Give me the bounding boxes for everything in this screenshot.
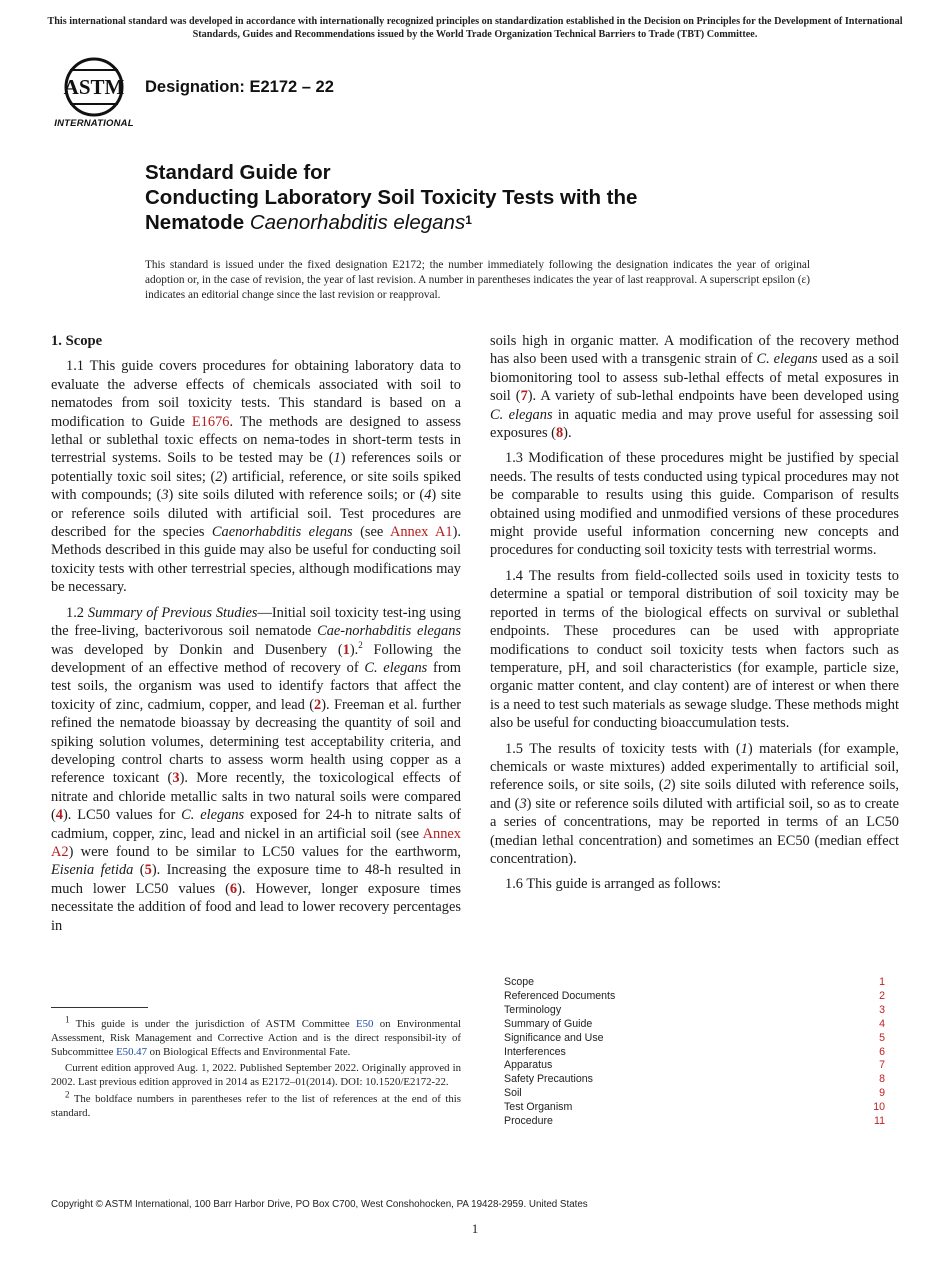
toc-label: Referenced Documents <box>504 989 616 1002</box>
toc-section-link[interactable]: 8 <box>879 1073 885 1086</box>
paragraph-1-1: 1.1 This guide covers procedures for obtaining laboratory data to evaluate the adverse effects of chemicals associated with soil to nematodes from soil toxicity tests. This standard is based on a modification to Guide E1676. The methods are designed to assess lethal or sublethal toxic effects on nema-todes in short-term tests in terrestrial systems. Soils to be tested may be (1) references soils or potentially toxic soil sites; (2) artificial, reference, or site soils spiked with compounds; (3) site soils diluted with reference soils; or (4) site or reference soils diluted with artificial soil. Test procedures are described for the species Caenorhabditis elegans (see Annex A1). Methods described in this guide may also be useful for conducting soil toxicity tests with other terrestrial species, although modifications may be necessary. <box>51 358 462 596</box>
astm-logo-icon <box>52 56 136 118</box>
paragraph-1-4: 1.4 The results from field-collected soils used in toxicity tests to determine a spatial or temporal distribution of soil toxicity may be reported in terms of the biological effects on survival or sublethal endpoints. These procedures can be used with appropriate modifications to conduct soil toxicity tests when factors such as temperature, pH, and soil characteristics (for example, particle size, organic matter content, and clay content) are of interest or when there is a need to test such materials as sewage sludge. These methods might also be useful for conducting bioaccumulation tests. <box>490 567 899 732</box>
toc-row[interactable] <box>504 1046 885 1060</box>
issue-note: This standard is issued under the fixed designation E2172; the number immediately following the designation indicates the year of original adoption or, in the case of revision, the year of last revision. A number in parentheses indicates the year of last reapproval. A superscript epsilon (ε) indicates an editorial change since the last revision or reapproval. <box>145 259 810 301</box>
link-e50-47[interactable]: E50.47 <box>116 1045 147 1058</box>
toc-label: Terminology <box>504 1003 562 1016</box>
toc-section-link[interactable]: 5 <box>879 1031 885 1044</box>
paragraph-1-5: 1.5 The results of toxicity tests with (1) materials (for example, chemicals or waste mixtures) added experimentally to artificial soil, reference soils, or site soils, (2) site soils diluted with reference soils, and (3) site or reference soils diluted with artificial soil, so as to create a series of concentrations, may be reported in terms of an LC50 (median lethal concentration) and sometimes an EC50 (median effect concentration). <box>490 740 899 867</box>
ref-3[interactable]: 3 <box>172 770 180 787</box>
toc-row[interactable] <box>504 976 885 990</box>
toc-row[interactable] <box>504 1004 885 1018</box>
link-e1676[interactable]: E1676 <box>191 413 230 430</box>
footnote-1-edition: Current edition approved Aug. 1, 2022. Published September 2022. Originally approved in 2002. Last previous edition approved in 2014 as E2172–01(2014). DOI: 10.1520/E2172-22. <box>51 1062 461 1089</box>
toc-row[interactable] <box>504 990 885 1004</box>
paragraph-1-3: 1.3 Modification of these procedures might be justified by special needs. The results of tests conducted using typical procedures may not be comparable to results using this guide. Comparison of results obtained using modified and unmodified versions of these procedures might provide useful information concerning new concepts and procedures for conducting soil toxicity tests with terrestrial worms. <box>490 450 899 559</box>
toc-section-link[interactable]: 11 <box>874 1115 885 1128</box>
link-annex-a2[interactable]: Annex A2 <box>51 825 461 860</box>
toc-row[interactable] <box>504 1018 885 1032</box>
title-footnote-ref: 1 <box>465 213 472 227</box>
toc-row[interactable] <box>504 1087 885 1101</box>
toc-row[interactable] <box>504 1101 885 1115</box>
toc-section-link[interactable]: 2 <box>879 989 885 1002</box>
footnote-1: $^1$ This guide is under the jurisdiction of ASTM Committee E50 on Environmental Assessment, Risk Management and Corrective Action and is the direct responsibil-ity of Subcommittee E50.47 on Biological Effects and Environmental Fate. <box>51 1014 461 1058</box>
section-heading-scope: 1. Scope <box>51 333 103 349</box>
footnote-rule <box>51 1007 148 1008</box>
toc-label: Soil <box>504 1087 522 1100</box>
toc-label: Interferences <box>504 1045 566 1058</box>
toc-section-link[interactable]: 6 <box>879 1045 885 1058</box>
toc-label: Apparatus <box>504 1059 553 1072</box>
ref-2[interactable]: 2 <box>314 696 322 713</box>
paragraph-1-2-part1: 1.2 Summary of Previous Studies—Initial soil toxicity test-ing using the free-living, bacterivorous soil nematode Cae-norhabditis elegans was developed by Donkin and Dusenbery (1).$^2$ Following the development of an effective method of recovery of C. elegans from test soils, the organism was used to identify factors that affect the toxicity of zinc, cadmium, copper, and lead (2). Freeman et al. further refined the nematode bioassay by decreasing the quantity of soil and spiking solution volumes, determining test acceptability criteria, and developing control charts to assess worm health using copper as a reference toxicant (3). More recently, the toxicological effects of nitrate and chloride metallic salts in two natural soils were compared (4). LC50 values for C. elegans exposed for 24-h to nitrate salts of cadmium, copper, zinc, lead and nickel in an artificial soil (see Annex A2) were found to be similar to LC50 values for the earthworm, Eisenia fetida (5). Increasing the exposure time to 48-h resulted in much lower LC50 values (6). However, longer exposure times necessitate the addition of food and lead to lower recovery percentages in <box>51 604 462 934</box>
astm-logo <box>52 56 136 132</box>
left-column <box>51 332 461 942</box>
ref-5[interactable]: 5 <box>144 862 152 879</box>
toc-row[interactable] <box>504 1073 885 1087</box>
toc-section-link[interactable]: 9 <box>879 1087 885 1100</box>
link-annex-a1[interactable]: Annex A1 <box>389 524 453 541</box>
page-number: 1 <box>471 1221 479 1236</box>
footnote-2: $^2$ The boldface numbers in parentheses refer to the list of references at the end of this standard. <box>51 1089 461 1119</box>
designation: Designation: E2172 – 22 <box>145 78 334 96</box>
paragraph-1-6: 1.6 This guide is arranged as follows: <box>505 876 721 893</box>
toc-section-link[interactable]: 3 <box>879 1003 885 1016</box>
toc-row[interactable] <box>504 1059 885 1073</box>
title-line-3 <box>145 210 865 235</box>
ref-4[interactable]: 4 <box>55 807 63 824</box>
ref-7[interactable]: 7 <box>520 388 528 405</box>
toc-section-link[interactable]: 10 <box>873 1101 885 1114</box>
toc-label: Significance and Use <box>504 1031 604 1044</box>
footnotes <box>51 1014 461 1124</box>
ref-6[interactable]: 6 <box>229 880 238 897</box>
paragraph-1-2-part2: soils high in organic matter. A modification of the recovery method has also been used with a transgenic strain of C. elegans used as a soil biomonitoring tool to assess sub-lethal effects of metal exposures in soil (7). A variety of sub-lethal endpoints have been developed using C. elegans in aquatic media and may prove useful for assessing soil exposures (8). <box>490 333 899 442</box>
ref-1[interactable]: 1 <box>342 641 350 658</box>
toc-section-link[interactable]: 7 <box>879 1059 885 1072</box>
guide-contents-list <box>504 976 885 1129</box>
title-line-1: Standard Guide for <box>145 161 331 184</box>
toc-row[interactable] <box>504 1115 885 1129</box>
title-line-2: Conducting Laboratory Soil Toxicity Tests with the <box>145 186 638 209</box>
toc-label: Safety Precautions <box>504 1073 593 1086</box>
copyright: Copyright © ASTM International, 100 Barr Harbor Drive, PO Box C700, West Conshohocken, PA 19428-2959. United States <box>51 1199 588 1210</box>
toc-label: Procedure <box>504 1115 553 1128</box>
wto-notice: This international standard was developed in accordance with internationally recognized principles on standardization established in the Decision on Principles for the Development of International Standards, Guides and Recommendations issued by the World Trade Organization Technical Barriers to Trade (TBT) Committee. <box>47 16 903 40</box>
toc-label: Summary of Guide <box>504 1017 593 1030</box>
toc-section-link[interactable]: 4 <box>879 1017 885 1030</box>
link-e50[interactable]: E50 <box>356 1018 374 1030</box>
title-species: Caenorhabditis elegans <box>249 211 466 234</box>
footnote-marker-2: 2 <box>358 639 363 650</box>
ref-8[interactable]: 8 <box>555 425 564 442</box>
toc-row[interactable] <box>504 1032 885 1046</box>
logo-wordmark: INTERNATIONAL <box>54 118 134 129</box>
toc-label: Scope <box>504 976 535 988</box>
document-title <box>145 160 865 235</box>
toc-section-link[interactable]: 1 <box>879 976 885 988</box>
title-line-3-bold: Nematode <box>145 211 250 234</box>
right-column <box>490 332 899 901</box>
toc-label: Test Organism <box>504 1101 573 1114</box>
logo-letters: ASTM <box>63 75 125 99</box>
